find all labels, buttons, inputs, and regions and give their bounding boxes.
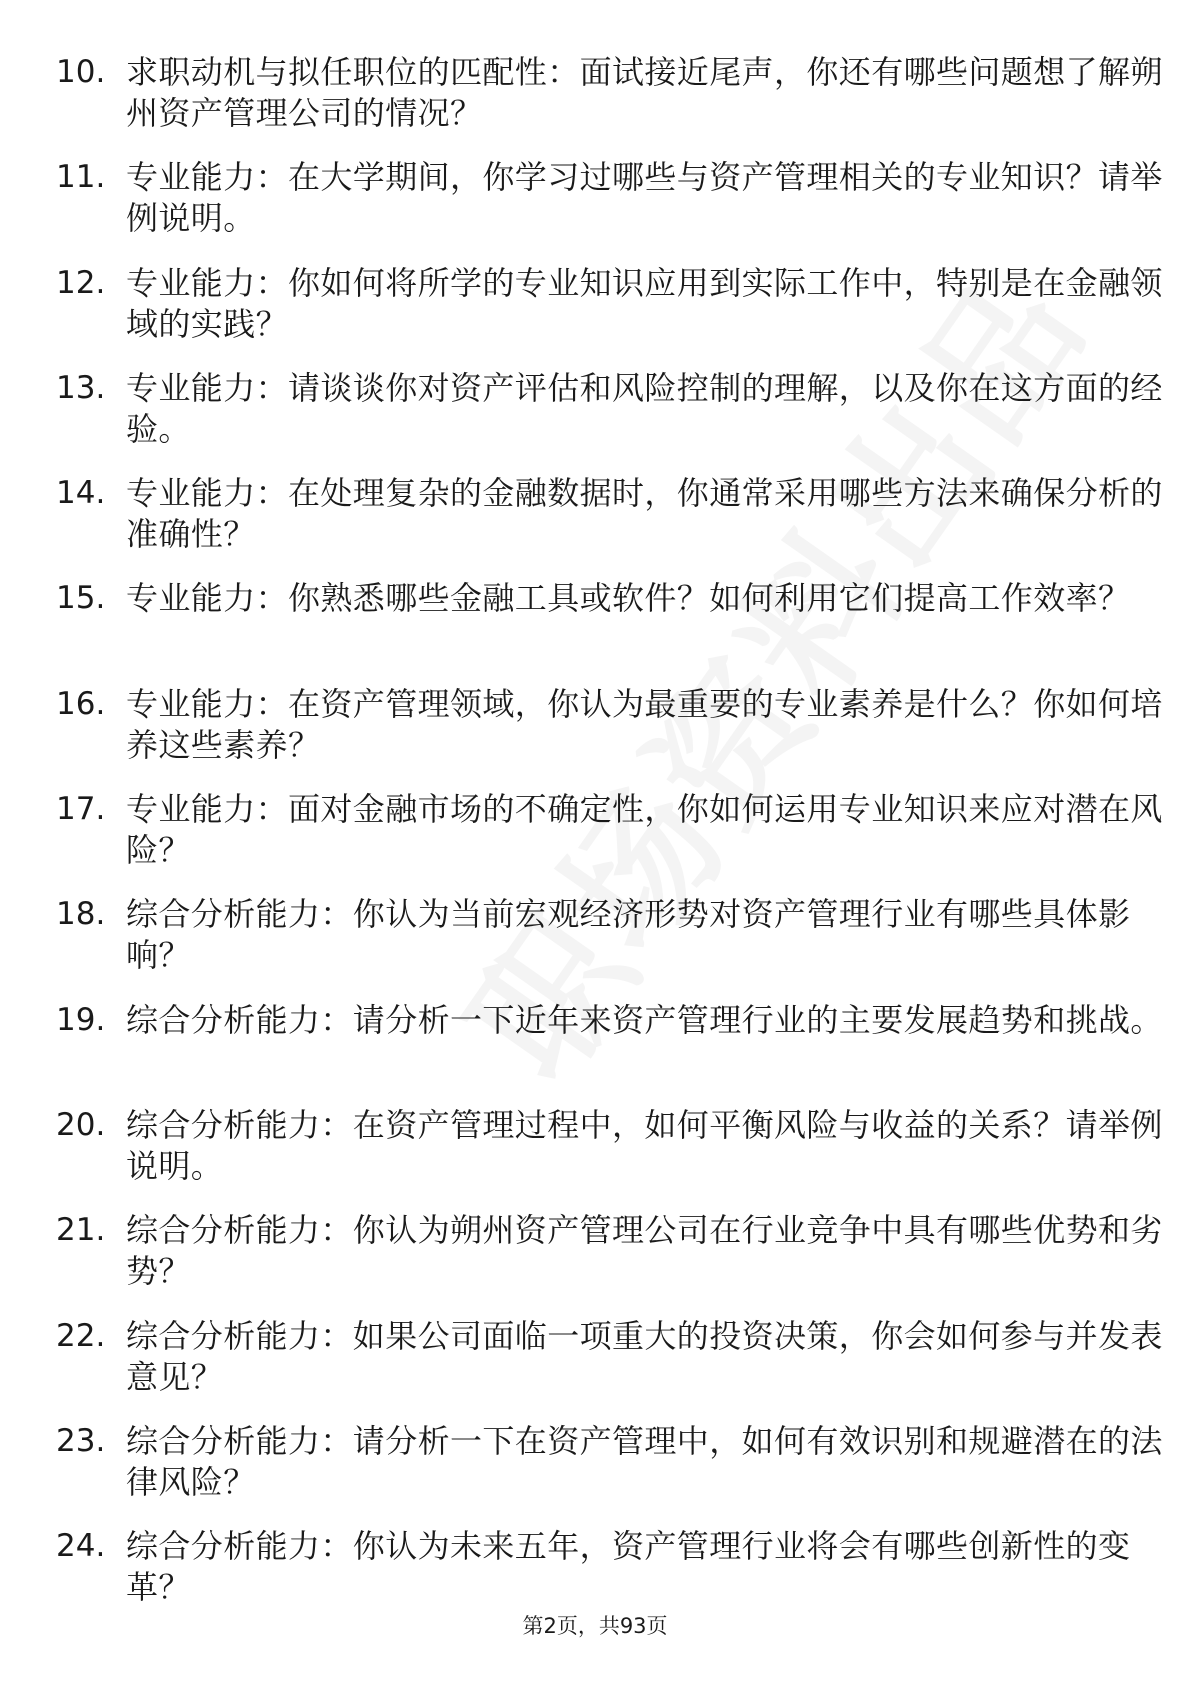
list-item: [56, 1210, 1163, 1315]
list-item: [56, 894, 1131, 999]
question-text: 综合分析能力：在资产管理过程中，如何平衡风险与收益的关系？请举例说明。: [126, 1105, 1163, 1185]
question-text: 求职动机与拟任职位的匹配性：面试接近尾声，你还有哪些问题想了解朔州资产管理公司的情况？: [126, 53, 1163, 132]
question-list: [56, 52, 1163, 1631]
question-text: 专业能力：面对金融市场的不确定性，你如何运用专业知识来应对潜在风险？: [126, 790, 1163, 870]
question-number: 14.: [56, 475, 106, 512]
question-number: 22.: [56, 1317, 106, 1354]
question-number: 19.: [56, 1001, 106, 1038]
question-number: 24.: [56, 1528, 106, 1565]
list-item: [56, 473, 1163, 578]
question-number: 18.: [56, 896, 106, 933]
list-item: [56, 1105, 1163, 1210]
question-number: 16.: [56, 685, 106, 722]
question-number: 15.: [56, 580, 106, 617]
question-text: 综合分析能力：请分析一下在资产管理中，如何有效识别和规避潜在的法律风险？: [126, 1421, 1163, 1501]
question-number: 10.: [56, 54, 106, 90]
question-text: 综合分析能力：你认为朔州资产管理公司在行业竞争中具有哪些优势和劣势？: [126, 1211, 1163, 1291]
list-item: [56, 578, 1131, 683]
question-number: 12.: [56, 264, 106, 301]
list-item: [56, 1000, 1163, 1105]
list-item: [56, 368, 1163, 473]
question-text: 综合分析能力：请分析一下近年来资产管理行业的主要发展趋势和挑战。: [126, 1000, 1163, 1039]
question-number: 11.: [56, 159, 106, 196]
question-text: 专业能力：在处理复杂的金融数据时，你通常采用哪些方法来确保分析的准确性？: [126, 474, 1163, 554]
question-text: 综合分析能力：如果公司面临一项重大的投资决策，你会如何参与并发表意见？: [126, 1316, 1163, 1396]
question-text: 专业能力：在资产管理领域，你认为最重要的专业素养是什么？你如何培养这些素养？: [126, 684, 1163, 764]
question-text: 综合分析能力：你认为当前宏观经济形势对资产管理行业有哪些具体影响？: [126, 895, 1131, 975]
question-text: 专业能力：请谈谈你对资产评估和风险控制的理解，以及你在这方面的经验。: [126, 368, 1163, 448]
question-text: 专业能力：在大学期间，你学习过哪些与资产管理相关的专业知识？请举例说明。: [126, 158, 1163, 238]
question-text: 专业能力：你熟悉哪些金融工具或软件？如何利用它们提高工作效率？: [126, 579, 1131, 618]
list-item: [56, 263, 1163, 368]
list-item: [56, 1316, 1163, 1421]
question-number: 17.: [56, 791, 106, 828]
question-number: 13.: [56, 369, 106, 406]
question-number: 21.: [56, 1212, 106, 1249]
list-item: [56, 684, 1163, 789]
question-number: 23.: [56, 1422, 106, 1459]
list-item: [56, 157, 1163, 262]
question-number: 20.: [56, 1106, 106, 1143]
list-item: [56, 52, 1163, 157]
list-item: [56, 789, 1163, 894]
question-text: 专业能力：你如何将所学的专业知识应用到实际工作中，特别是在金融领域的实践？: [126, 263, 1163, 343]
list-item: [56, 1421, 1163, 1526]
question-text: 综合分析能力：你认为未来五年，资产管理行业将会有哪些创新性的变革？: [126, 1527, 1131, 1607]
page-footer: 第2页，共93页: [522, 1614, 668, 1638]
